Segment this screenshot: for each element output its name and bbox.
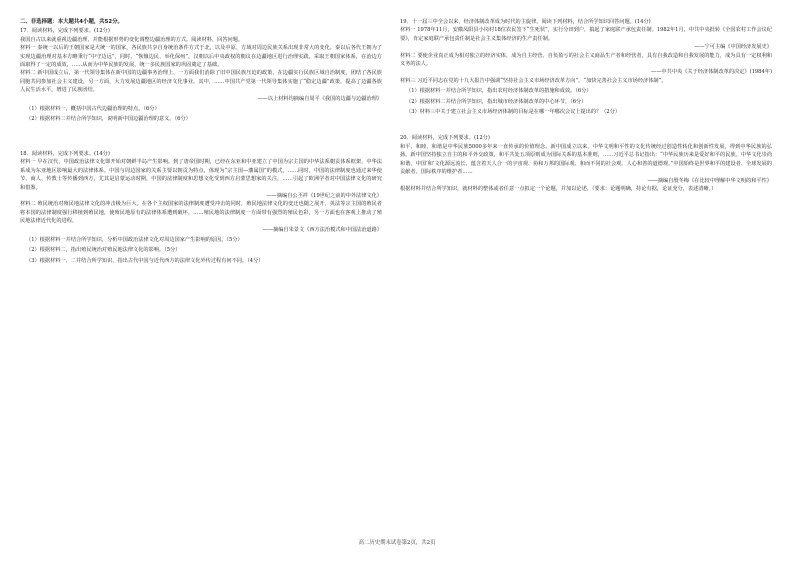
q20-source: ——摘编自殷冬梅《在比较中理解中华文明的和平性》	[647, 177, 772, 184]
q19-material-2: 材料二 要使企业真正成为相对独立的经济实体，成为自主经营、自负盈亏的社会主义商品生产者和经营者，具有自我改造和自我发展的能力，成为具有一定权利和义务的法人。	[400, 52, 772, 68]
q19-source-1: ——宁可主编《中国经济发展史》	[694, 44, 772, 51]
q19-material-3: 材料三 习近平同志在党的十九大报告中强调“坚持社会主义市场经济改革方向”，“加快完善社会主义市场经济体制”。	[400, 77, 667, 84]
q17-material-1: 材料一 秦统一以后的王朝国家是大统一的国家，各民族共享自身统治条件方式于北，以及中原、方域对周边民族关系出现非常大的变化。秦以后各代王朝为了实现边疆治理对基本方略秉行“中守边远”，同时，“恢恤边民、举化保州”，汉朝以后中央政权的朝议在边疆地区进行治理实践，采取王朝国家体系，在治边方面取得了一定的成效，……从而为中华民族的发展、统一多民族国家的巩固奠定了基础。	[20, 45, 382, 69]
q19-source-2: ——中共中央《关于经济体制改革的决定》(1984年)	[651, 69, 772, 76]
q18-task-3: （3）根据材料一、二并结合所学知识，指出古代中国与近代西方的法律文化外传过程有何不同。（4分）	[26, 257, 264, 264]
page-footer: 高二历史期末试卷第2页，共2页	[358, 540, 436, 546]
q18-task-2: （2）根据材料二，指出殖民统治对殖民地法律文化的影响。（5分）	[26, 247, 181, 254]
q17-task-2: （2）根据材料二并结合所学知识，说明新中国边疆治理的意义。（6分）	[26, 116, 191, 123]
q17-task-1: （1）根据材料一，概括中国古代边疆治理的特点。（6分）	[26, 106, 160, 113]
q19-task-2: （2）根据材料二并结合所学知识，指出城市经济体制改革的中心环节。（6分）	[406, 98, 587, 105]
section-heading: 二、非选择题：本大题共4小题，共52分。	[20, 19, 123, 25]
q20-task: 根据材料并结合所学知识，就材料的整体或者任意一点拟定一个论题，并加以论述。（要求：论题明确，持论有据，论证充分，表述清晰。）	[400, 185, 717, 192]
q18-source-1: ——摘编自公丕祥《19世纪之前的中外法律文化》	[266, 192, 382, 199]
q18-task-1: （1）根据材料一并结合所学知识，分析中国政治法律文化对周边国家产生影响的原因。（5分）	[26, 236, 243, 243]
q19-material-1: 材料一 1978年11月，安徽凤阳县小岗村18位农民签下“生死状”，实行分田到户，搞起了家庭联产承包责任制。1982年1月，中共中央批转《全国农村工作会议纪要》，肯定家庭联产承包责任制是社会主义集体经济的生产责任制。	[400, 27, 772, 42]
q18-material-1: 材料一 早在汉代，中国政治法律文化即开始对朝鲜半岛产生影响。到了唐帝国时期，已经在东亚和中亚建立了中国为宗主国的中华法系朝贡体系框架，中华法系成为东亚地区影响最大的法律体系。中国与周边国家的关系主要以朝贡为特点，体现为“宗主国—藩属国”的模式，……同时，中国的法律制度也通过来华使节、商人、传教士等传播到西方，尤其是启蒙运动时期，中国的法律制度和思想文化受到西方启蒙思想家的关注，……引起了欧洲学者对中国法律文化的研究和借鉴。	[20, 159, 382, 191]
q19-task-3: （3）材料三中关于建立社会主义市场经济体制的目标是在哪一年哪次会议上提出的？（2分）	[406, 109, 621, 116]
left-column	[20, 18, 382, 265]
right-column	[400, 18, 772, 193]
q17-intro: 我国自古以来就重视边疆治理，并能根据形势的变化调整边疆治理的方式。阅读材料，回答问题。	[20, 36, 244, 43]
q18-heading: 18．阅读材料，完成下列要求。(14分)	[20, 150, 110, 157]
q17-heading: 17．阅读材料，完成下列要求。(12分)	[20, 28, 110, 35]
q18-source-2: ——摘编自朱景文《西方法治模式和中国法治道路》	[262, 226, 382, 233]
q18-material-2: 材料二 殖民统治对殖民地法律文化的冲击极为巨大。在各个主权国家的法律制度遭受冲击的同时，殖民地法律文化的变迁也随之展开，英法等宗主国的殖民者将本国的法律制度强行移植到殖民地，使殖民地原有的法律体系遭到破坏。……殖民地的法律制度一方面带有强烈的殖民色彩，另一方面也在客观上推动了殖民地法律近代化的进程。	[20, 201, 382, 225]
q17-source: ——以上材料均摘编自周平《我国的边疆与边疆治理》	[257, 95, 382, 102]
q20-heading: 20．阅读材料，完成下列要求。(12分)	[400, 135, 490, 142]
q19-heading: 19．十一届三中全会以来，经济体制改革成为时代的主旋律。阅读下列材料，结合所学知识回答问题。(14分)	[400, 19, 651, 25]
q19-task-1: （1）根据材料一并结合所学知识，指出农村经济体制改革的措施和成效。（6分）	[406, 88, 592, 95]
q17-material-2: 材料二 新中国成立后，第一代领导集体在新中国的边疆事务治理上，一方面我们消除了旧中国民族压迫的政策，在边疆实行民族区域自治制度，团结了各民族同胞共同参加社会主义建设，另一方面，大力发展边疆地区的经济文化事业。其中，……中国共产党第一代领导集体实施了“稳定边疆”政策，提高了边疆各族人民生活水平，增进了民族团结。	[20, 70, 382, 94]
q20-material: 和平、和睦、和谐是中华民族5000多年来一直传承的价值理念。新中国成立以来，中华文明和平性的文化传统经过创造性转化和创新性发展，得到中华民族的弘扬。新中国坚持独立自主的和平外交政策，和平共处五项原则成为国际关系的基本准则，……习近平总书记指出：“中华民族历来是爱好和平的民族。中华文化崇尚和谐，中国‘和’文化源远流长，蕴含着天人合一的宇宙观、协和万邦的国际观、和而不同的社会观、人心和善的道德观。”中国始终是世界和平的建设者、全球发展的贡献者、国际秩序的维护者……	[400, 143, 772, 176]
